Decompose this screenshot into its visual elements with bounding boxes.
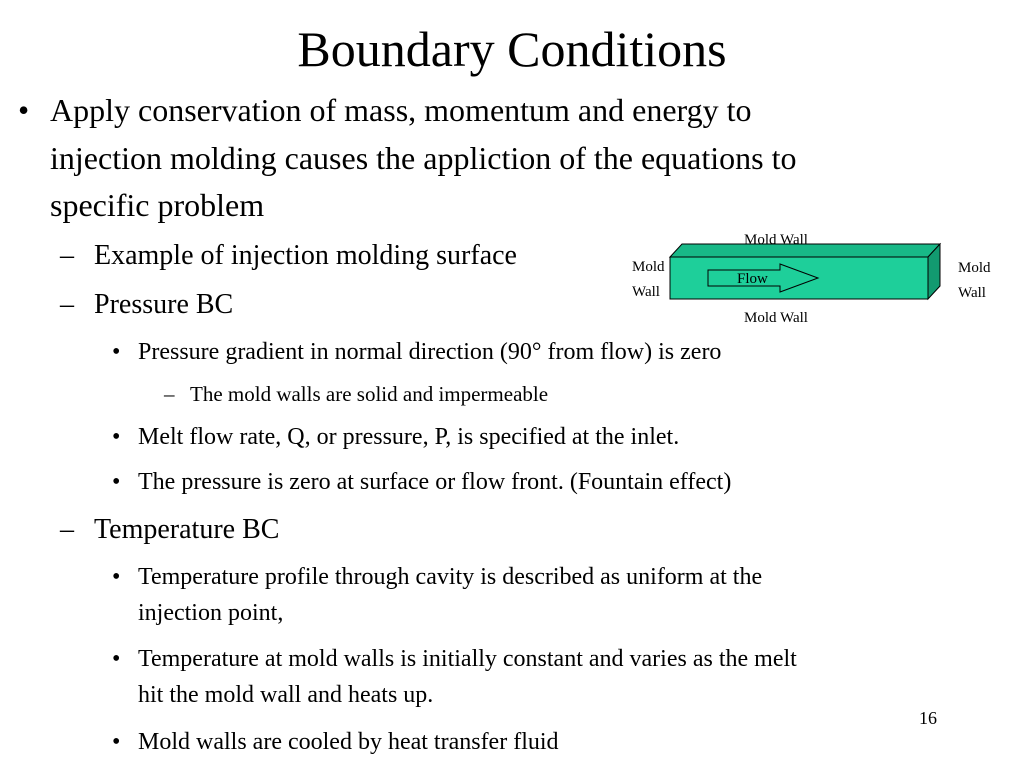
left-mold-wall-label-line-2: Wall	[632, 284, 660, 300]
bullet-marker: •	[112, 729, 121, 755]
bullet-marker: •	[112, 646, 121, 672]
main-bullet-line-1: Apply conservation of mass, momentum and energy to	[50, 92, 752, 128]
main-bullet-line-2: injection molding causes the appliction of the equations to	[50, 140, 797, 176]
temperature-profile-line-1: Temperature profile through cavity is described as uniform at the	[138, 564, 763, 590]
flow-front-point: The pressure is zero at surface or flow front. (Fountain effect)	[138, 469, 732, 495]
pressure-bc-item: Pressure BC	[94, 289, 234, 320]
top-mold-wall-label: Mold Wall	[744, 232, 808, 248]
bullet-marker: •	[18, 92, 30, 128]
bullet-marker: •	[112, 339, 121, 365]
page-number: 16	[919, 708, 937, 728]
dash-marker: –	[60, 514, 74, 545]
dash-marker: –	[164, 382, 175, 406]
inlet-point: Melt flow rate, Q, or pressure, P, is specified at the inlet.	[138, 424, 680, 450]
temperature-bc-item: Temperature BC	[94, 514, 280, 545]
mold-wall-temperature-line-1: Temperature at mold walls is initially constant and varies as the melt	[138, 646, 797, 672]
pressure-gradient-point: Pressure gradient in normal direction (90° from flow) is zero	[138, 339, 722, 365]
mold-box-graphic	[600, 225, 1020, 335]
mold-wall-temperature-line-2: hit the mold wall and heats up.	[138, 682, 434, 708]
dash-marker: –	[60, 289, 74, 320]
cooling-fluid-point: Mold walls are cooled by heat transfer fluid	[138, 729, 559, 755]
impermeable-walls-point: The mold walls are solid and impermeable	[190, 382, 549, 406]
main-bullet-line-3: specific problem	[50, 187, 265, 223]
example-item: Example of injection molding surface	[94, 240, 517, 271]
temperature-profile-line-2: injection point,	[138, 600, 284, 626]
left-mold-wall-label-line-1: Mold	[632, 259, 665, 275]
bullet-marker: •	[112, 564, 121, 590]
flow-label: Flow	[737, 271, 768, 287]
right-mold-wall-label-line-2: Wall	[958, 285, 986, 301]
bullet-marker: •	[112, 469, 121, 495]
bullet-marker: •	[112, 424, 121, 450]
dash-marker: –	[60, 240, 74, 271]
mold-flow-diagram	[600, 225, 1020, 335]
right-mold-wall-label-line-1: Mold	[958, 260, 991, 276]
slide-title: Boundary Conditions	[297, 21, 727, 77]
bottom-mold-wall-label: Mold Wall	[744, 310, 808, 326]
